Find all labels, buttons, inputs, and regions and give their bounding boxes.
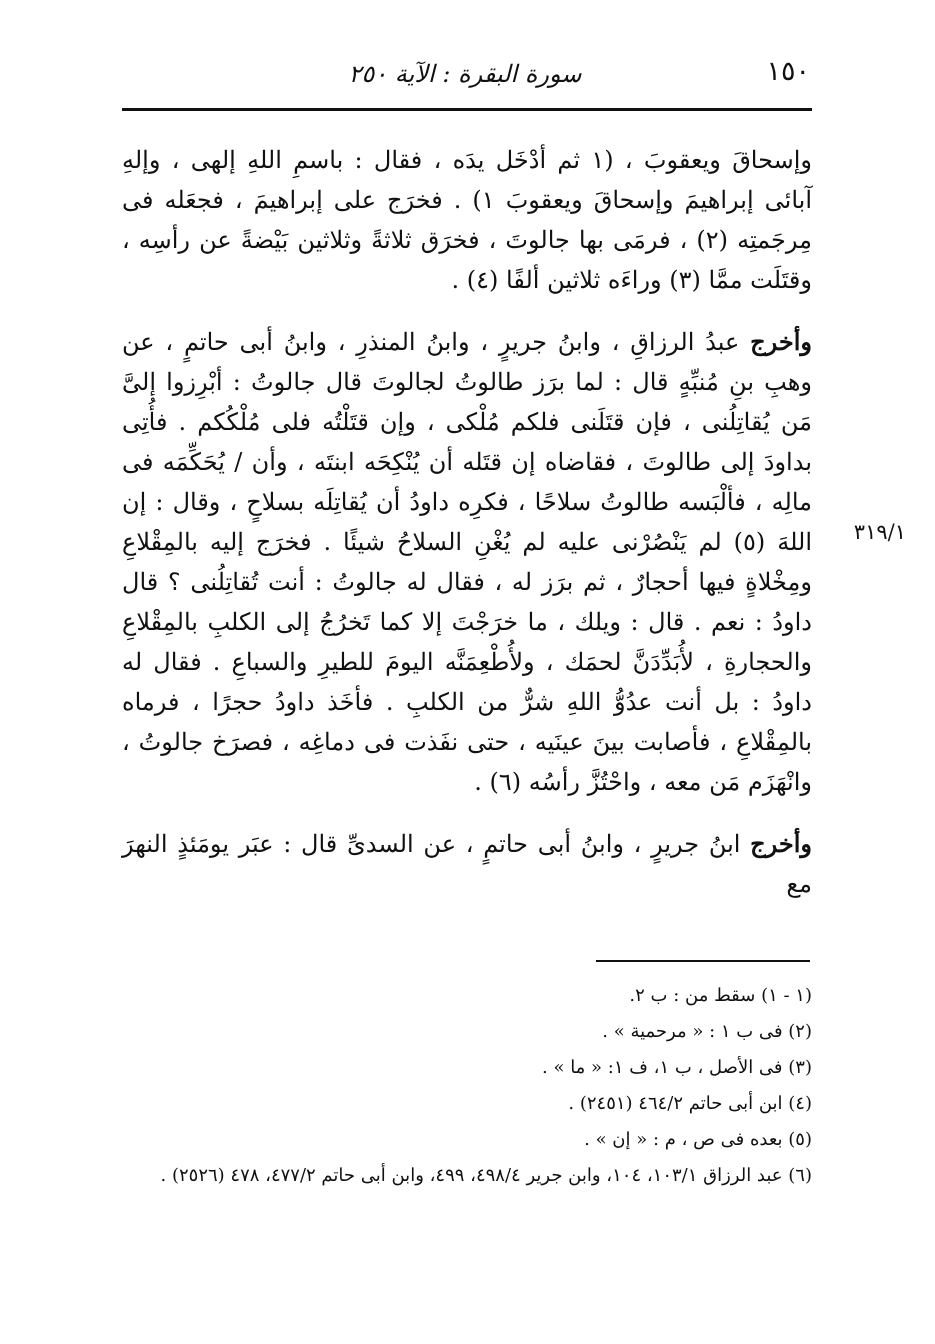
running-title: سورة البقرة : الآية ٢٥٠ (348, 60, 582, 88)
paragraph-3 (122, 824, 812, 904)
footnote-1: (١ - ١) سقط من : ب ٢. (629, 985, 812, 1006)
paragraph-2-text: عبدُ الرزاقِ ، وابنُ جريرٍ ، وابنُ المنذرِ ، وابنُ أبى حاتمٍ ، عن وهبِ بنِ مُنبِّهٍ قال : لما برَز طالوتُ لجالوتَ قال جالوتُ : أبْرِزوا إلىَّ مَن يُقاتِلُنى ، فإن قتَلَنى فلكم مُلْكى ، وإن قتَلْتُه فلى مُلْكُكم . فأُتِى بداودَ إلى طالوتَ ، فقاضاه إن قتَله أن يُنْكِحَه ابنتَه ، وأن / يُحَكِّمَه فى مالِه ، فألْبَسه طالوتُ سلاحًا ، فكرِه داودُ أن يُقاتِلَه بسلاحٍ ، وقال : إن اللهَ (٥) لم يَنْصُرْنى عليه لم يُغْنِ السلاحُ شيئًا . فخرَج إليه بالمِقْلاعِ ومِخْلاةٍ فيها أحجارٌ ، ثم برَز له ، فقال له جالوتُ : أنت تُقاتِلُنى ؟ قال داودُ : نعم . قال : ويلك ، ما خرَجْتَ إلا كما تَخرُجُ إلى الكلبِ بالمِقْلاعِ والحجارةِ ، لأُبَدِّدَنَّ لحمَك ، ولأُطْعِمَنَّه اليومَ للطيرِ والسباعِ . فقال له داودُ : بل أنت عدُوُّ اللهِ شرٌّ من الكلبِ . فأخَذ داودُ حجرًا ، فرماه بالمِقْلاعِ ، فأصابت بينَ عينَيه ، حتى نفَذت فى دماغِه ، فصرَخ جالوتُ ، وانْهَزَم مَن معه ، واحْتُزَّ رأسُه (٦) . (122, 328, 812, 796)
footnote-rule (596, 960, 810, 962)
paragraph-2 (122, 322, 812, 802)
footnote-3: (٣) فى الأصل ، ب ١، ف ١: « ما » . (542, 1057, 812, 1078)
footnotes (122, 978, 812, 1194)
footnote-5: (٥) بعده فى ص ، م : « إن » . (584, 1129, 812, 1150)
header-rule (122, 108, 812, 111)
page-number: ١٥٠ (766, 56, 810, 87)
paragraph-2-lead: وأخرج (750, 327, 812, 356)
main-text (122, 140, 812, 904)
paragraph-3-text: ابنُ جريرٍ ، وابنُ أبى حاتمٍ ، عن السدىِّ قال : عبَر يومَئذٍ النهرَ مع (122, 830, 812, 898)
paragraph-1: وإسحاقَ ويعقوبَ ، (١ ثم أدْخَل يدَه ، فقال : باسمِ اللهِ إلهى ، وإلهِ آبائى إبراهيمَ وإسحاقَ ويعقوبَ ١) . فخرَج على إبراهيمَ ، فجعَله فى مِرجَمتِه (٢) ، فرمَى بها جالوتَ ، فخرَق ثلاثةً وثلاثين بَيْضةً عن رأسِه ، وقتَلَت ممَّا (٣) وراءَه ثلاثين ألفًا (٤) . (122, 146, 813, 294)
paragraph-3-lead: وأخرج (750, 829, 812, 858)
footnote-2: (٢) فى ب ١ : « مرحمية » . (602, 1021, 812, 1042)
page-header (120, 54, 810, 94)
footnote-6: (٦) عبد الرزاق ١٠٣/١، ١٠٤، وابن جرير ٤٩٨/٤، ٤٩٩، وابن أبى حاتم ٤٧٧/٢، ٤٧٨ (٢٥٢٦) . (160, 1165, 812, 1186)
margin-reference: ٣١٩/١ (853, 520, 906, 544)
footnote-4: (٤) ابن أبى حاتم ٤٦٤/٢ (٢٤٥١) . (568, 1093, 812, 1114)
